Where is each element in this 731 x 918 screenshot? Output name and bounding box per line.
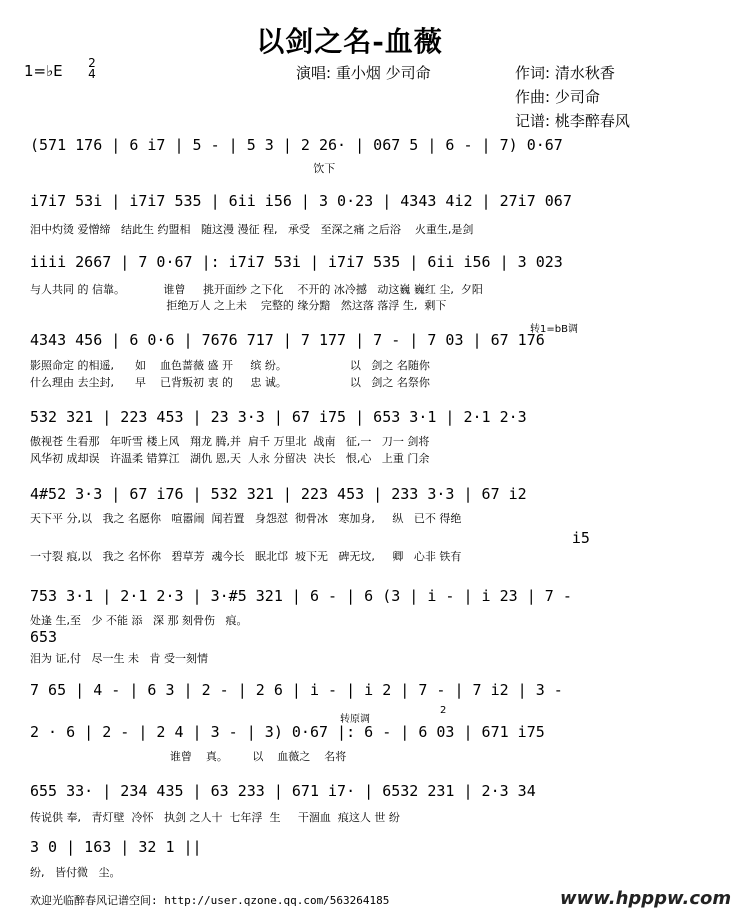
notation-line: 655 33· | 234 435 | 63 233 | 671 i7· | 6532 231 | 2·3 34: [30, 782, 536, 800]
lyric-line: 天下平 分,以 我之 名愿你 喧嚣闹 闻若置 身怨怼 彻骨冰 寒加身, 纵 已不 得绝: [30, 512, 462, 525]
transcriber-credit: 记谱: 桃李醉春风: [515, 112, 630, 130]
notation-line: 4343 456 | 6 0·6 | 7676 717 | 7 177 | 7 - | 7 03 | 67 176: [30, 331, 545, 349]
lyric-line: 什么理由 去尘封, 早 已背叛初 衷 的 忠 诚。 以 剑之 名祭你: [30, 376, 430, 389]
notation-line: iiii 2667 | 7 0·67 |: i7i7 53i | i7i7 535 | 6ii i56 | 3 023: [30, 253, 563, 271]
lyric-line: 一寸裂 痕,以 我之 名怀你 碧草芳 魂今长 眠北邙 坡下无 碑无坟, 卿 心非 铁有: [30, 550, 462, 563]
notation-line: 532 321 | 223 453 | 23 3·3 | 67 i75 | 653 3·1 | 2·1 2·3: [30, 408, 527, 426]
lyric-line: 饮下: [30, 162, 336, 175]
lyricist-credit: 作词: 清水秋香: [515, 64, 615, 82]
watermark-logo: www.hpppw.com: [560, 888, 731, 909]
notation-line: 3 0 | 163 | 32 1 ||: [30, 838, 202, 856]
lyric-line: 谁曾 真。 以 血薇之 名将: [30, 750, 347, 763]
notation-line: i5: [30, 529, 590, 547]
time-signature: [86, 58, 98, 80]
meter-bottom: 4: [88, 67, 96, 81]
lyric-line: 纷, 皆付微 尘。: [30, 866, 121, 879]
footer-url: 欢迎光临醉春风记谱空间: http://user.qzone.qq.com/563264185: [30, 894, 390, 907]
notation-line: 2 · 6 | 2 - | 2 4 | 3 - | 3) 0·67 |: 6 - | 6 03 | 671 i75: [30, 723, 545, 741]
volta-number: 2: [440, 705, 447, 716]
lyric-line: 泪为 证,付 尽一生 未 肯 受一刻情: [30, 652, 208, 665]
return-key-mark: 转原调: [340, 714, 370, 725]
lyric-line: 傲视苍 生看那 年听雪 楼上风 翔龙 腾,并 肩千 万里北 战南 征,一 刀一 剑将: [30, 435, 430, 448]
notation-line: (571 176 | 6 i7 | 5 - | 5 3 | 2 26· | 067 5 | 6 - | 7) 0·67: [30, 136, 563, 154]
modulation-mark: 转1=bB调: [530, 324, 578, 335]
lyric-line: 泪中灼烫 爱憎缔 结此生 约盟相 随这漫 漫征 程, 承受 至深之痛 之后浴 火重生,是剑: [30, 223, 474, 236]
lyric-line: 影照命定 的相遥, 如 血色蔷薇 盛 开 缤 纷。 以 剑之 名随你: [30, 359, 430, 372]
lyric-line: 拒绝万人 之上未 完整的 缘分黯 然这落 落浮 生, 剩下: [30, 299, 447, 312]
singers-credit: 演唱: 重小烟 少司命: [296, 64, 431, 82]
notation-line: i7i7 53i | i7i7 535 | 6ii i56 | 3 0·23 | 4343 4i2 | 27i7 067: [30, 192, 572, 210]
notation-line: 7 65 | 4 - | 6 3 | 2 - | 2 6 | i - | i 2 | 7 - | 7 i2 | 3 -: [30, 681, 563, 699]
lyric-line: 处逢 生,至 少 不能 添 深 那 刻骨伤 痕。: [30, 614, 248, 627]
composer-credit: 作曲: 少司命: [515, 88, 600, 106]
notation-line: 4#52 3·3 | 67 i76 | 532 321 | 223 453 | 233 3·3 | 67 i2: [30, 485, 527, 503]
notation-line: 653: [30, 628, 58, 646]
meter-top: 2: [88, 56, 96, 70]
key-signature: 1=♭E: [24, 62, 63, 80]
lyric-line: 风华初 成却误 许温柔 错算江 湖仇 恩,天 人永 分留决 决长 恨,心 上重 门余: [30, 452, 430, 465]
lyric-line: 传说供 奉, 青灯壁 冷怀 执剑 之人十 七年浮 生 干涸血 痕这人 世 纷: [30, 811, 400, 824]
notation-line: 753 3·1 | 2·1 2·3 | 3·#5 321 | 6 - | 6 (3 | i - | i 23 | 7 -: [30, 587, 572, 605]
lyric-line: 与人共同 的 信靠。 谁曾 挑开面纱 之下化 不开的 冰冷撼 动这巍 巍红 尘, 夕阳: [30, 283, 483, 296]
song-title: 以剑之名-血薇: [256, 25, 443, 58]
